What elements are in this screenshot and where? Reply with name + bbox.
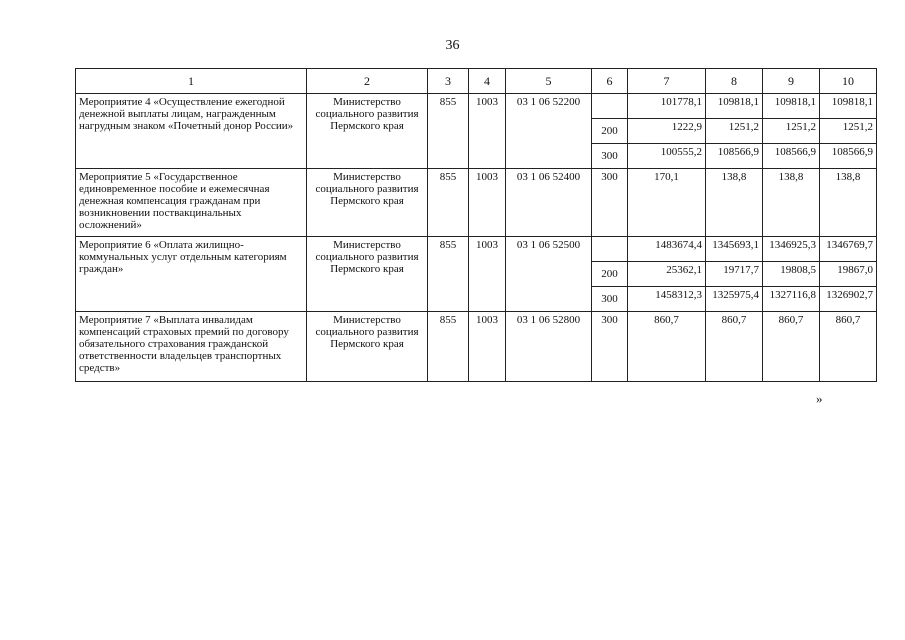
table-row xyxy=(76,237,877,262)
header-cell: 4 xyxy=(469,69,506,94)
code-cell xyxy=(592,237,628,262)
ministry-cell: Министерство социального развития Пермского края xyxy=(307,237,428,312)
code-cell: 300 xyxy=(592,144,628,169)
value-cell: 1483674,4 xyxy=(628,237,706,262)
header-cell: 5 xyxy=(506,69,592,94)
code-cell: 855 xyxy=(428,94,469,169)
value-cell: 1325975,4 xyxy=(706,287,763,312)
code-cell xyxy=(592,94,628,119)
value-cell: 1326902,7 xyxy=(820,287,877,312)
value-cell: 170,1 xyxy=(628,169,706,237)
value-cell: 109818,1 xyxy=(706,94,763,119)
code-cell: 200 xyxy=(592,119,628,144)
value-cell: 108566,9 xyxy=(820,144,877,169)
code-cell: 200 xyxy=(592,262,628,287)
value-cell: 138,8 xyxy=(763,169,820,237)
value-cell: 108566,9 xyxy=(763,144,820,169)
value-cell: 100555,2 xyxy=(628,144,706,169)
header-cell: 8 xyxy=(706,69,763,94)
header-cell: 3 xyxy=(428,69,469,94)
event-cell: Мероприятие 4 «Осуществление ежегодной денежной выплаты лицам, награжденным нагрудным знаком «Почетный донор России» xyxy=(76,94,307,169)
budget-table xyxy=(75,68,877,382)
table-row xyxy=(76,312,877,382)
value-cell: 860,7 xyxy=(706,312,763,382)
ministry-cell: Министерство социального развития Пермского края xyxy=(307,169,428,237)
value-cell: 1346925,3 xyxy=(763,237,820,262)
code-cell: 1003 xyxy=(469,237,506,312)
code-cell: 03 1 06 52500 xyxy=(506,237,592,312)
header-cell: 2 xyxy=(307,69,428,94)
header-cell: 1 xyxy=(76,69,307,94)
header-cell: 7 xyxy=(628,69,706,94)
code-cell: 855 xyxy=(428,169,469,237)
code-cell: 1003 xyxy=(469,169,506,237)
code-cell: 855 xyxy=(428,237,469,312)
event-cell: Мероприятие 6 «Оплата жилищно-коммунальных услуг отдельным категориям граждан» xyxy=(76,237,307,312)
code-cell: 855 xyxy=(428,312,469,382)
value-cell: 1345693,1 xyxy=(706,237,763,262)
code-cell: 03 1 06 52400 xyxy=(506,169,592,237)
closing-quote: » xyxy=(816,391,823,406)
value-cell: 1458312,3 xyxy=(628,287,706,312)
value-cell: 19808,5 xyxy=(763,262,820,287)
code-cell: 03 1 06 52200 xyxy=(506,94,592,169)
value-cell: 860,7 xyxy=(628,312,706,382)
code-cell: 1003 xyxy=(469,94,506,169)
value-cell: 1251,2 xyxy=(706,119,763,144)
ministry-cell: Министерство социального развития Пермского края xyxy=(307,312,428,382)
value-cell: 25362,1 xyxy=(628,262,706,287)
value-cell: 138,8 xyxy=(706,169,763,237)
event-cell: Мероприятие 7 «Выплата инвалидам компенсаций страховых премий по договору обязательного страхования гражданской ответственности владельцев транспортных средств» xyxy=(76,312,307,382)
value-cell: 109818,1 xyxy=(820,94,877,119)
event-cell: Мероприятие 5 «Государственное единовременное пособие и ежемесячная денежная компенсация гражданам при возникновении поствакцинальных осложнений» xyxy=(76,169,307,237)
code-cell: 300 xyxy=(592,287,628,312)
value-cell: 860,7 xyxy=(763,312,820,382)
value-cell: 108566,9 xyxy=(706,144,763,169)
value-cell: 1327116,8 xyxy=(763,287,820,312)
code-cell: 1003 xyxy=(469,312,506,382)
value-cell: 860,7 xyxy=(820,312,877,382)
header-cell: 6 xyxy=(592,69,628,94)
value-cell: 19717,7 xyxy=(706,262,763,287)
ministry-cell: Министерство социального развития Пермского края xyxy=(307,94,428,169)
table-body xyxy=(76,69,877,382)
value-cell: 19867,0 xyxy=(820,262,877,287)
value-cell: 1251,2 xyxy=(820,119,877,144)
value-cell: 138,8 xyxy=(820,169,877,237)
header-cell: 10 xyxy=(820,69,877,94)
value-cell: 101778,1 xyxy=(628,94,706,119)
value-cell: 109818,1 xyxy=(763,94,820,119)
value-cell: 1222,9 xyxy=(628,119,706,144)
code-cell: 03 1 06 52800 xyxy=(506,312,592,382)
table-row xyxy=(76,169,877,237)
page-number: 36 xyxy=(445,38,460,53)
code-cell: 300 xyxy=(592,169,628,237)
value-cell: 1346769,7 xyxy=(820,237,877,262)
header-row xyxy=(76,69,877,94)
code-cell: 300 xyxy=(592,312,628,382)
header-cell: 9 xyxy=(763,69,820,94)
table-row xyxy=(76,94,877,119)
value-cell: 1251,2 xyxy=(763,119,820,144)
